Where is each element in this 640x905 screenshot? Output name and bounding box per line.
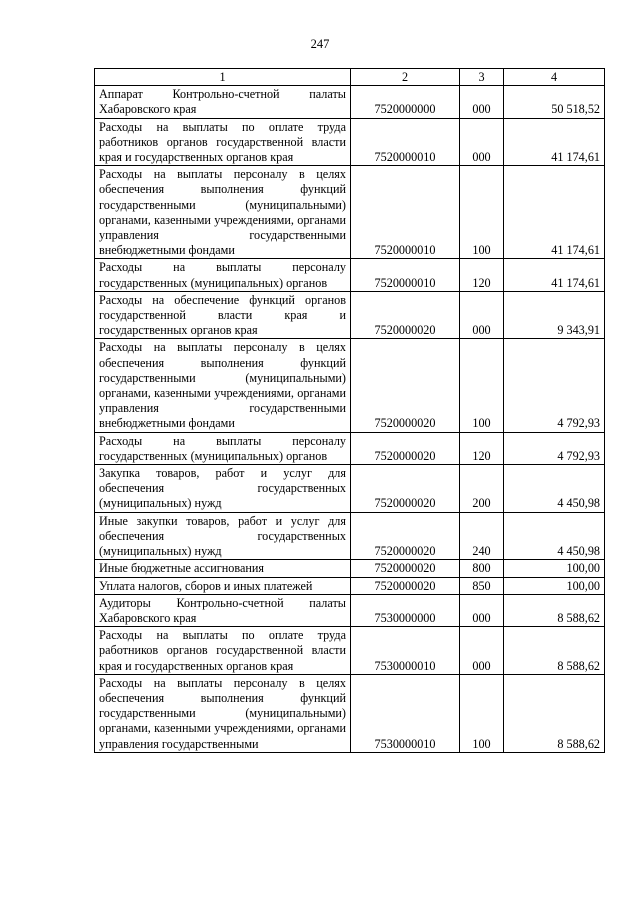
table-row — [95, 674, 605, 752]
budget-table — [94, 68, 605, 753]
row-name: Иные бюджетные ассигнования — [95, 560, 351, 577]
row-code: 7520000020 — [351, 560, 460, 577]
page-number: 247 — [310, 37, 330, 51]
row-name: Расходы на обеспечение функций органов государственной власти края и государственных органов края — [95, 291, 351, 339]
row-amount: 50 518,52 — [504, 86, 605, 118]
row-expense-type: 000 — [460, 291, 504, 339]
row-amount: 41 174,61 — [504, 118, 605, 166]
row-code: 7530000000 — [351, 594, 460, 626]
row-amount: 100,00 — [504, 577, 605, 594]
row-code: 7530000010 — [351, 674, 460, 752]
row-name: Иные закупки товаров, работ и услуг для обеспечения государственных (муниципальных) нужд — [95, 512, 351, 560]
row-name: Расходы на выплаты персоналу в целях обеспечения выполнения функций государственными (муниципальными) органами, казенными учреждениями, органами управления государственными — [95, 674, 351, 752]
row-expense-type: 000 — [460, 118, 504, 166]
table-row — [95, 465, 605, 513]
row-expense-type: 240 — [460, 512, 504, 560]
row-name: Расходы на выплаты персоналу государственных (муниципальных) органов — [95, 432, 351, 464]
row-code: 7520000010 — [351, 166, 460, 259]
table-row — [95, 339, 605, 432]
row-expense-type: 100 — [460, 166, 504, 259]
table-header-row — [95, 69, 605, 86]
row-code: 7520000010 — [351, 118, 460, 166]
row-amount: 8 588,62 — [504, 627, 605, 675]
row-code: 7520000010 — [351, 259, 460, 291]
row-name: Аудиторы Контрольно-счетной палаты Хабаровского края — [95, 594, 351, 626]
table-row — [95, 560, 605, 577]
row-expense-type: 120 — [460, 432, 504, 464]
row-expense-type: 850 — [460, 577, 504, 594]
table-row — [95, 166, 605, 259]
table-row — [95, 577, 605, 594]
row-amount: 41 174,61 — [504, 259, 605, 291]
row-name: Расходы на выплаты по оплате труда работников органов государственной власти края и государственных органов края — [95, 627, 351, 675]
row-amount: 4 792,93 — [504, 432, 605, 464]
column-header-1: 1 — [95, 69, 351, 86]
table-row — [95, 627, 605, 675]
row-name: Расходы на выплаты персоналу государственных (муниципальных) органов — [95, 259, 351, 291]
row-name: Закупка товаров, работ и услуг для обеспечения государственных (муниципальных) нужд — [95, 465, 351, 513]
row-amount: 8 588,62 — [504, 674, 605, 752]
row-name: Уплата налогов, сборов и иных платежей — [95, 577, 351, 594]
row-expense-type: 200 — [460, 465, 504, 513]
row-name: Расходы на выплаты персоналу в целях обеспечения выполнения функций государственными (муниципальными) органами, казенными учреждениями, органами управления государственными внебюджетными фондами — [95, 339, 351, 432]
table-row — [95, 259, 605, 291]
table-row — [95, 512, 605, 560]
row-code: 7530000010 — [351, 627, 460, 675]
table-row — [95, 118, 605, 166]
row-expense-type: 100 — [460, 339, 504, 432]
row-expense-type: 000 — [460, 86, 504, 118]
row-amount: 9 343,91 — [504, 291, 605, 339]
row-amount: 8 588,62 — [504, 594, 605, 626]
table-row — [95, 594, 605, 626]
column-header-2: 2 — [351, 69, 460, 86]
table-row — [95, 86, 605, 118]
row-expense-type: 100 — [460, 674, 504, 752]
row-name: Расходы на выплаты по оплате труда работников органов государственной власти края и государственных органов края — [95, 118, 351, 166]
row-code: 7520000020 — [351, 577, 460, 594]
column-header-4: 4 — [504, 69, 605, 86]
row-code: 7520000020 — [351, 465, 460, 513]
row-name: Аппарат Контрольно-счетной палаты Хабаровского края — [95, 86, 351, 118]
table-row — [95, 291, 605, 339]
row-expense-type: 000 — [460, 627, 504, 675]
row-amount: 100,00 — [504, 560, 605, 577]
row-code: 7520000020 — [351, 339, 460, 432]
row-expense-type: 120 — [460, 259, 504, 291]
row-name: Расходы на выплаты персоналу в целях обеспечения выполнения функций государственными (муниципальными) органами, казенными учреждениями, органами управления государственными внебюджетными фондами — [95, 166, 351, 259]
row-amount: 4 450,98 — [504, 465, 605, 513]
row-code: 7520000000 — [351, 86, 460, 118]
row-amount: 4 450,98 — [504, 512, 605, 560]
row-expense-type: 800 — [460, 560, 504, 577]
row-amount: 41 174,61 — [504, 166, 605, 259]
table-row — [95, 432, 605, 464]
column-header-3: 3 — [460, 69, 504, 86]
row-code: 7520000020 — [351, 432, 460, 464]
row-amount: 4 792,93 — [504, 339, 605, 432]
row-expense-type: 000 — [460, 594, 504, 626]
row-code: 7520000020 — [351, 291, 460, 339]
row-code: 7520000020 — [351, 512, 460, 560]
